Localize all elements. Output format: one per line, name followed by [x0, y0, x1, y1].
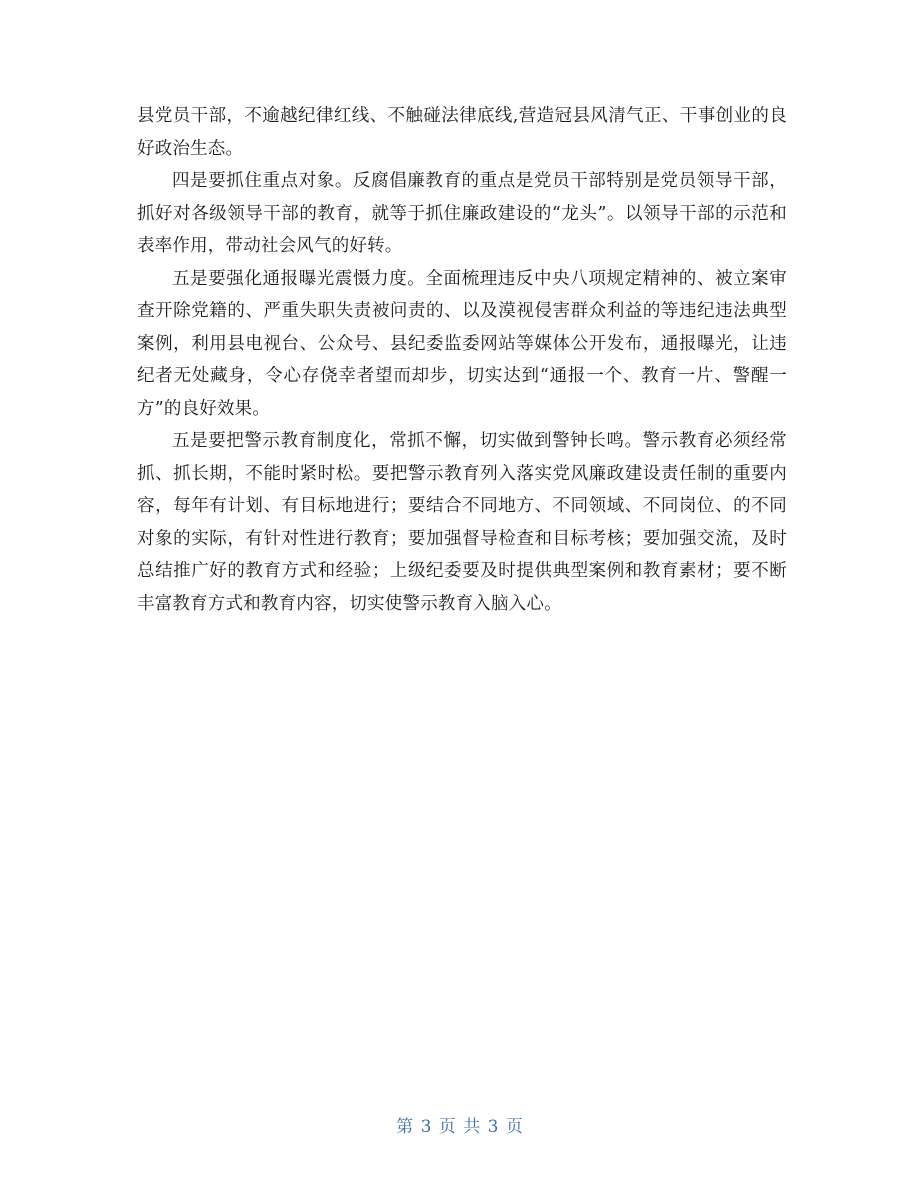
paragraph-2: 四是要抓住重点对象。反腐倡廉教育的重点是党员干部特别是党员领导干部，抓好对各级领导干部的教育，就等于抓住廉政建设的“龙头”。以领导干部的示范和表率作用，带动社会风气的好转。	[137, 171, 787, 256]
paragraph-1: 县党员干部，不逾越纪律红线、不触碰法律底线,营造冠县风清气正、干事创业的良好政治生态。	[137, 106, 787, 159]
paragraph-4: 五是要把警示教育制度化，常抓不懈，切实做到警钟长鸣。警示教育必须经常抓、抓长期，不能时紧时松。要把警示教育列入落实党风廉政建设责任制的重要内容，每年有计划、有目标地进行；要结合不同地方、不同领域、不同岗位、的不同对象的实际，有针对性进行教育；要加强督导检查和目标考核；要加强交流，及时总结推广好的教育方式和经验；上级纪委要及时提供典型案例和教育素材；要不断丰富教育方式和教育内容，切实使警示教育入脑入心。	[137, 431, 787, 614]
document-body	[137, 100, 787, 620]
page-footer	[0, 1112, 920, 1137]
paragraph-3: 五是要强化通报曝光震慑力度。全面梳理违反中央八项规定精神的、被立案审查开除党籍的、严重失职失责被问责的、以及漠视侵害群众利益的等违纪违法典型案例，利用县电视台、公众号、县纪委监委网站等媒体公开发布，通报曝光，让违纪者无处藏身，令心存侥幸者望而却步，切实达到“通报一个、教育一片、警醒一方”的良好效果。	[137, 268, 787, 419]
page-number-label: 第 3 页 共 3 页	[396, 1117, 524, 1137]
